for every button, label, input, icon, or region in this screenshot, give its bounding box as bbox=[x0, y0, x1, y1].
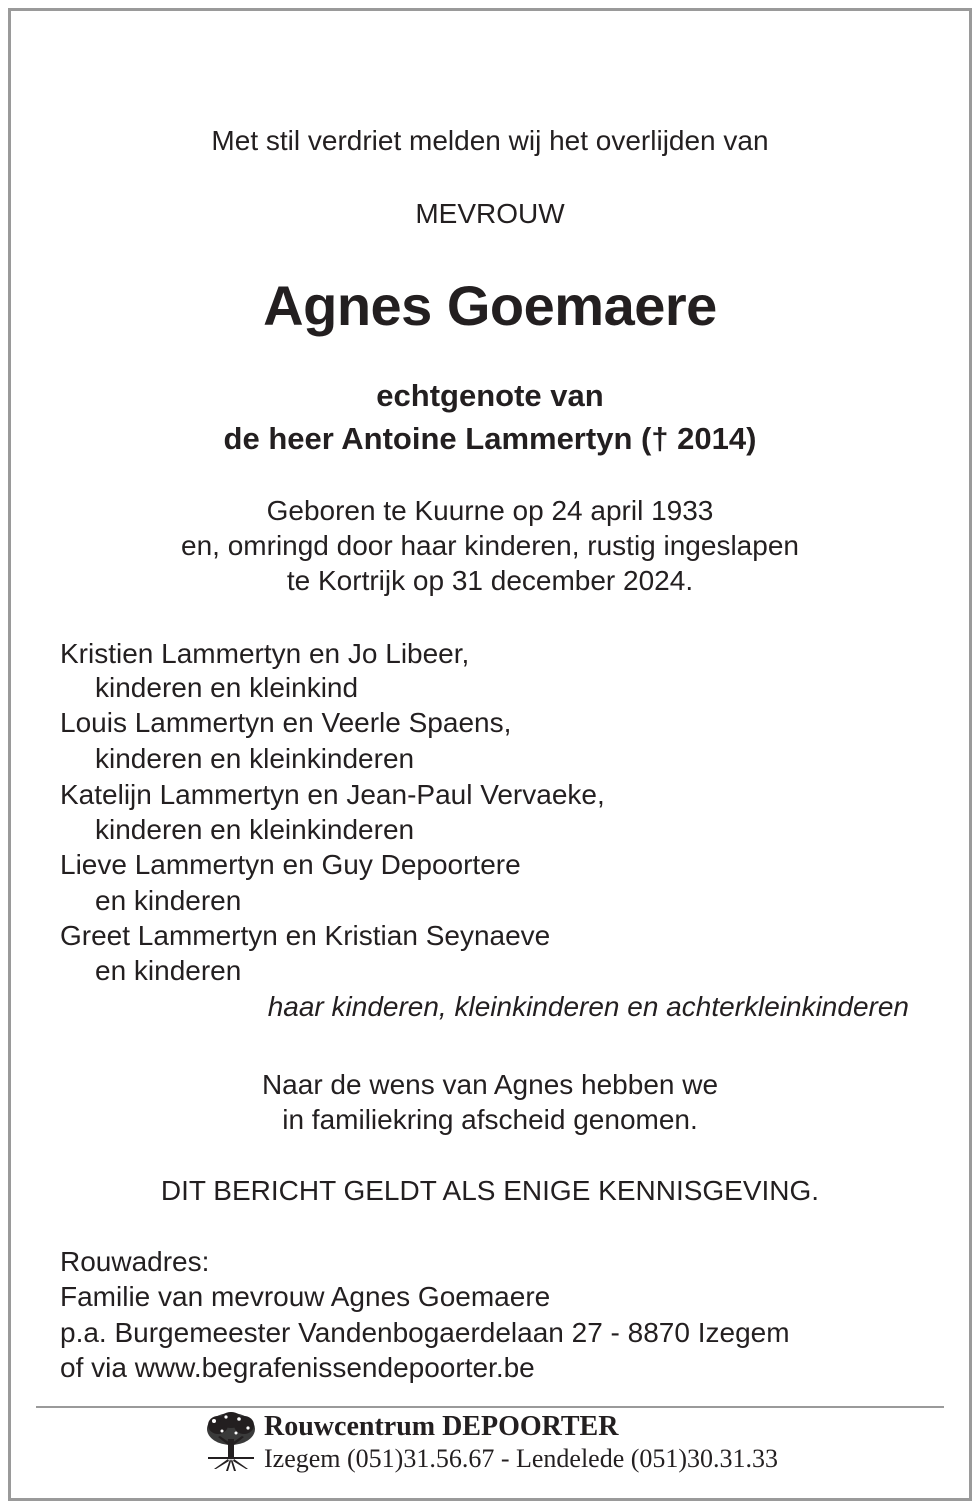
address-line: p.a. Burgemeester Vandenbogaerdelaan 27 - 8870 Izegem bbox=[60, 1317, 790, 1348]
family-member-name: Louis Lammertyn en Veerle Spaens, bbox=[60, 707, 512, 738]
family-member-name: Lieve Lammertyn en Guy Depoortere bbox=[60, 849, 521, 880]
footer-divider bbox=[36, 1406, 944, 1408]
birth-death-line: en, omringd door haar kinderen, rustig ingeslapen bbox=[181, 530, 799, 561]
family-member-name: Greet Lammertyn en Kristian Seynaeve bbox=[60, 920, 551, 951]
family-member-name: Kristien Lammertyn en Jo Libeer, bbox=[60, 638, 470, 669]
spouse-line-1: echtgenote van bbox=[376, 378, 604, 413]
family-member-relation: kinderen en kleinkinderen bbox=[95, 743, 415, 774]
intro-text: Met stil verdriet melden wij het overlijden van bbox=[211, 125, 769, 156]
birth-death-line: te Kortrijk op 31 december 2024. bbox=[286, 565, 694, 596]
family-member-name: Katelijn Lammertyn en Jean-Paul Vervaeke, bbox=[60, 779, 605, 810]
family-member-relation: kinderen en kleinkinderen bbox=[95, 814, 415, 845]
family-member-relation: en kinderen bbox=[95, 885, 242, 916]
spouse-line-2: de heer Antoine Lammertyn († 2014) bbox=[223, 421, 757, 456]
family-member-relation: en kinderen bbox=[95, 955, 242, 986]
birth-death-line: Geboren te Kuurne op 24 april 1933 bbox=[266, 495, 714, 526]
farewell-line: Naar de wens van Agnes hebben we bbox=[261, 1069, 719, 1100]
footer-phones: Izegem (051)31.56.67 - Lendelede (051)30.31.33 bbox=[264, 1444, 779, 1473]
family-member-relation: kinderen en kleinkind bbox=[95, 672, 359, 703]
notice-text: DIT BERICHT GELDT ALS ENIGE KENNISGEVING. bbox=[160, 1175, 820, 1206]
address-line: Familie van mevrouw Agnes Goemaere bbox=[60, 1281, 551, 1312]
address-label: Rouwadres: bbox=[60, 1246, 210, 1277]
footer-company: Rouwcentrum DEPOORTER bbox=[264, 1411, 619, 1442]
address-line: of via www.begrafenissendepoorter.be bbox=[60, 1352, 535, 1383]
farewell-line: in familiekring afscheid genomen. bbox=[282, 1104, 698, 1135]
tree-icon bbox=[204, 1411, 258, 1473]
deceased-name: Agnes Goemaere bbox=[263, 274, 717, 337]
family-summary: haar kinderen, kleinkinderen en achterkleinkinderen bbox=[267, 991, 909, 1022]
salutation: MEVROUW bbox=[415, 198, 565, 229]
